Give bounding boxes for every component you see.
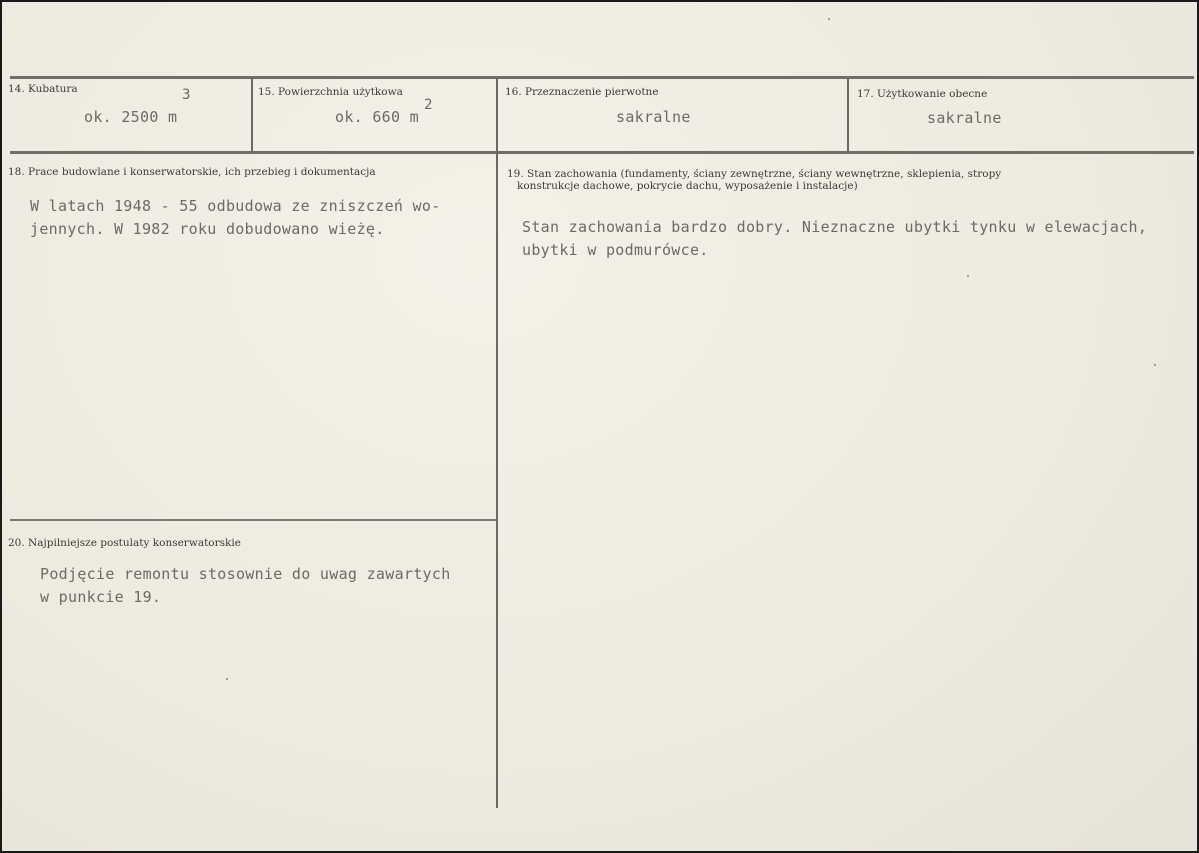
paper-speck <box>1154 364 1156 366</box>
field-14-label: 14. Kubatura <box>8 83 78 95</box>
field-20-text-line-2: w punkcie 19. <box>40 588 162 606</box>
top-rule <box>10 76 1194 79</box>
column-divider-2 <box>496 78 498 808</box>
field-19-text-line-1: Stan zachowania bardzo dobry. Nieznaczne ubytki tynku w elewacjach, <box>522 218 1148 236</box>
column-divider-1 <box>251 78 253 152</box>
field-18-text-line-1: W latach 1948 - 55 odbudowa ze zniszczeń wo- <box>30 197 441 215</box>
field-16-label: 16. Przeznaczenie pierwotne <box>505 86 659 98</box>
column-divider-3 <box>847 78 849 152</box>
field-17-label: 17. Użytkowanie obecne <box>857 88 988 100</box>
field-14-exponent: 3 <box>182 87 191 103</box>
field-16-value: sakralne <box>616 108 691 126</box>
field-17-value: sakralne <box>927 109 1002 127</box>
field-15-exponent: 2 <box>424 97 433 113</box>
field-20-text-line-1: Podjęcie remontu stosownie do uwag zawartych <box>40 565 451 583</box>
field-15-label: 15. Powierzchnia użytkowa <box>258 86 403 98</box>
row-divider <box>10 151 1194 154</box>
inventory-card <box>2 2 1197 851</box>
field-20-label: 20. Najpilniejsze postulaty konserwatorskie <box>8 537 241 549</box>
field-19-label-line-2: konstrukcje dachowe, pokrycie dachu, wyposażenie i instalacje) <box>517 180 858 192</box>
paper-speck <box>828 18 830 20</box>
field-14-value: ok. 2500 m <box>84 108 178 126</box>
section-divider <box>10 519 497 521</box>
paper-speck <box>226 678 228 680</box>
field-19-text-line-2: ubytki w podmurówce. <box>522 241 709 259</box>
field-18-text-line-2: jennych. W 1982 roku dobudowano wieżę. <box>30 220 385 238</box>
paper-speck <box>967 275 969 277</box>
field-18-label: 18. Prace budowlane i konserwatorskie, ich przebieg i dokumentacja <box>8 166 376 178</box>
field-15-value: ok. 660 m <box>335 108 419 126</box>
field-19-label-line-1: 19. Stan zachowania (fundamenty, ściany zewnętrzne, ściany wewnętrzne, sklepienia, stropy <box>507 168 1002 180</box>
